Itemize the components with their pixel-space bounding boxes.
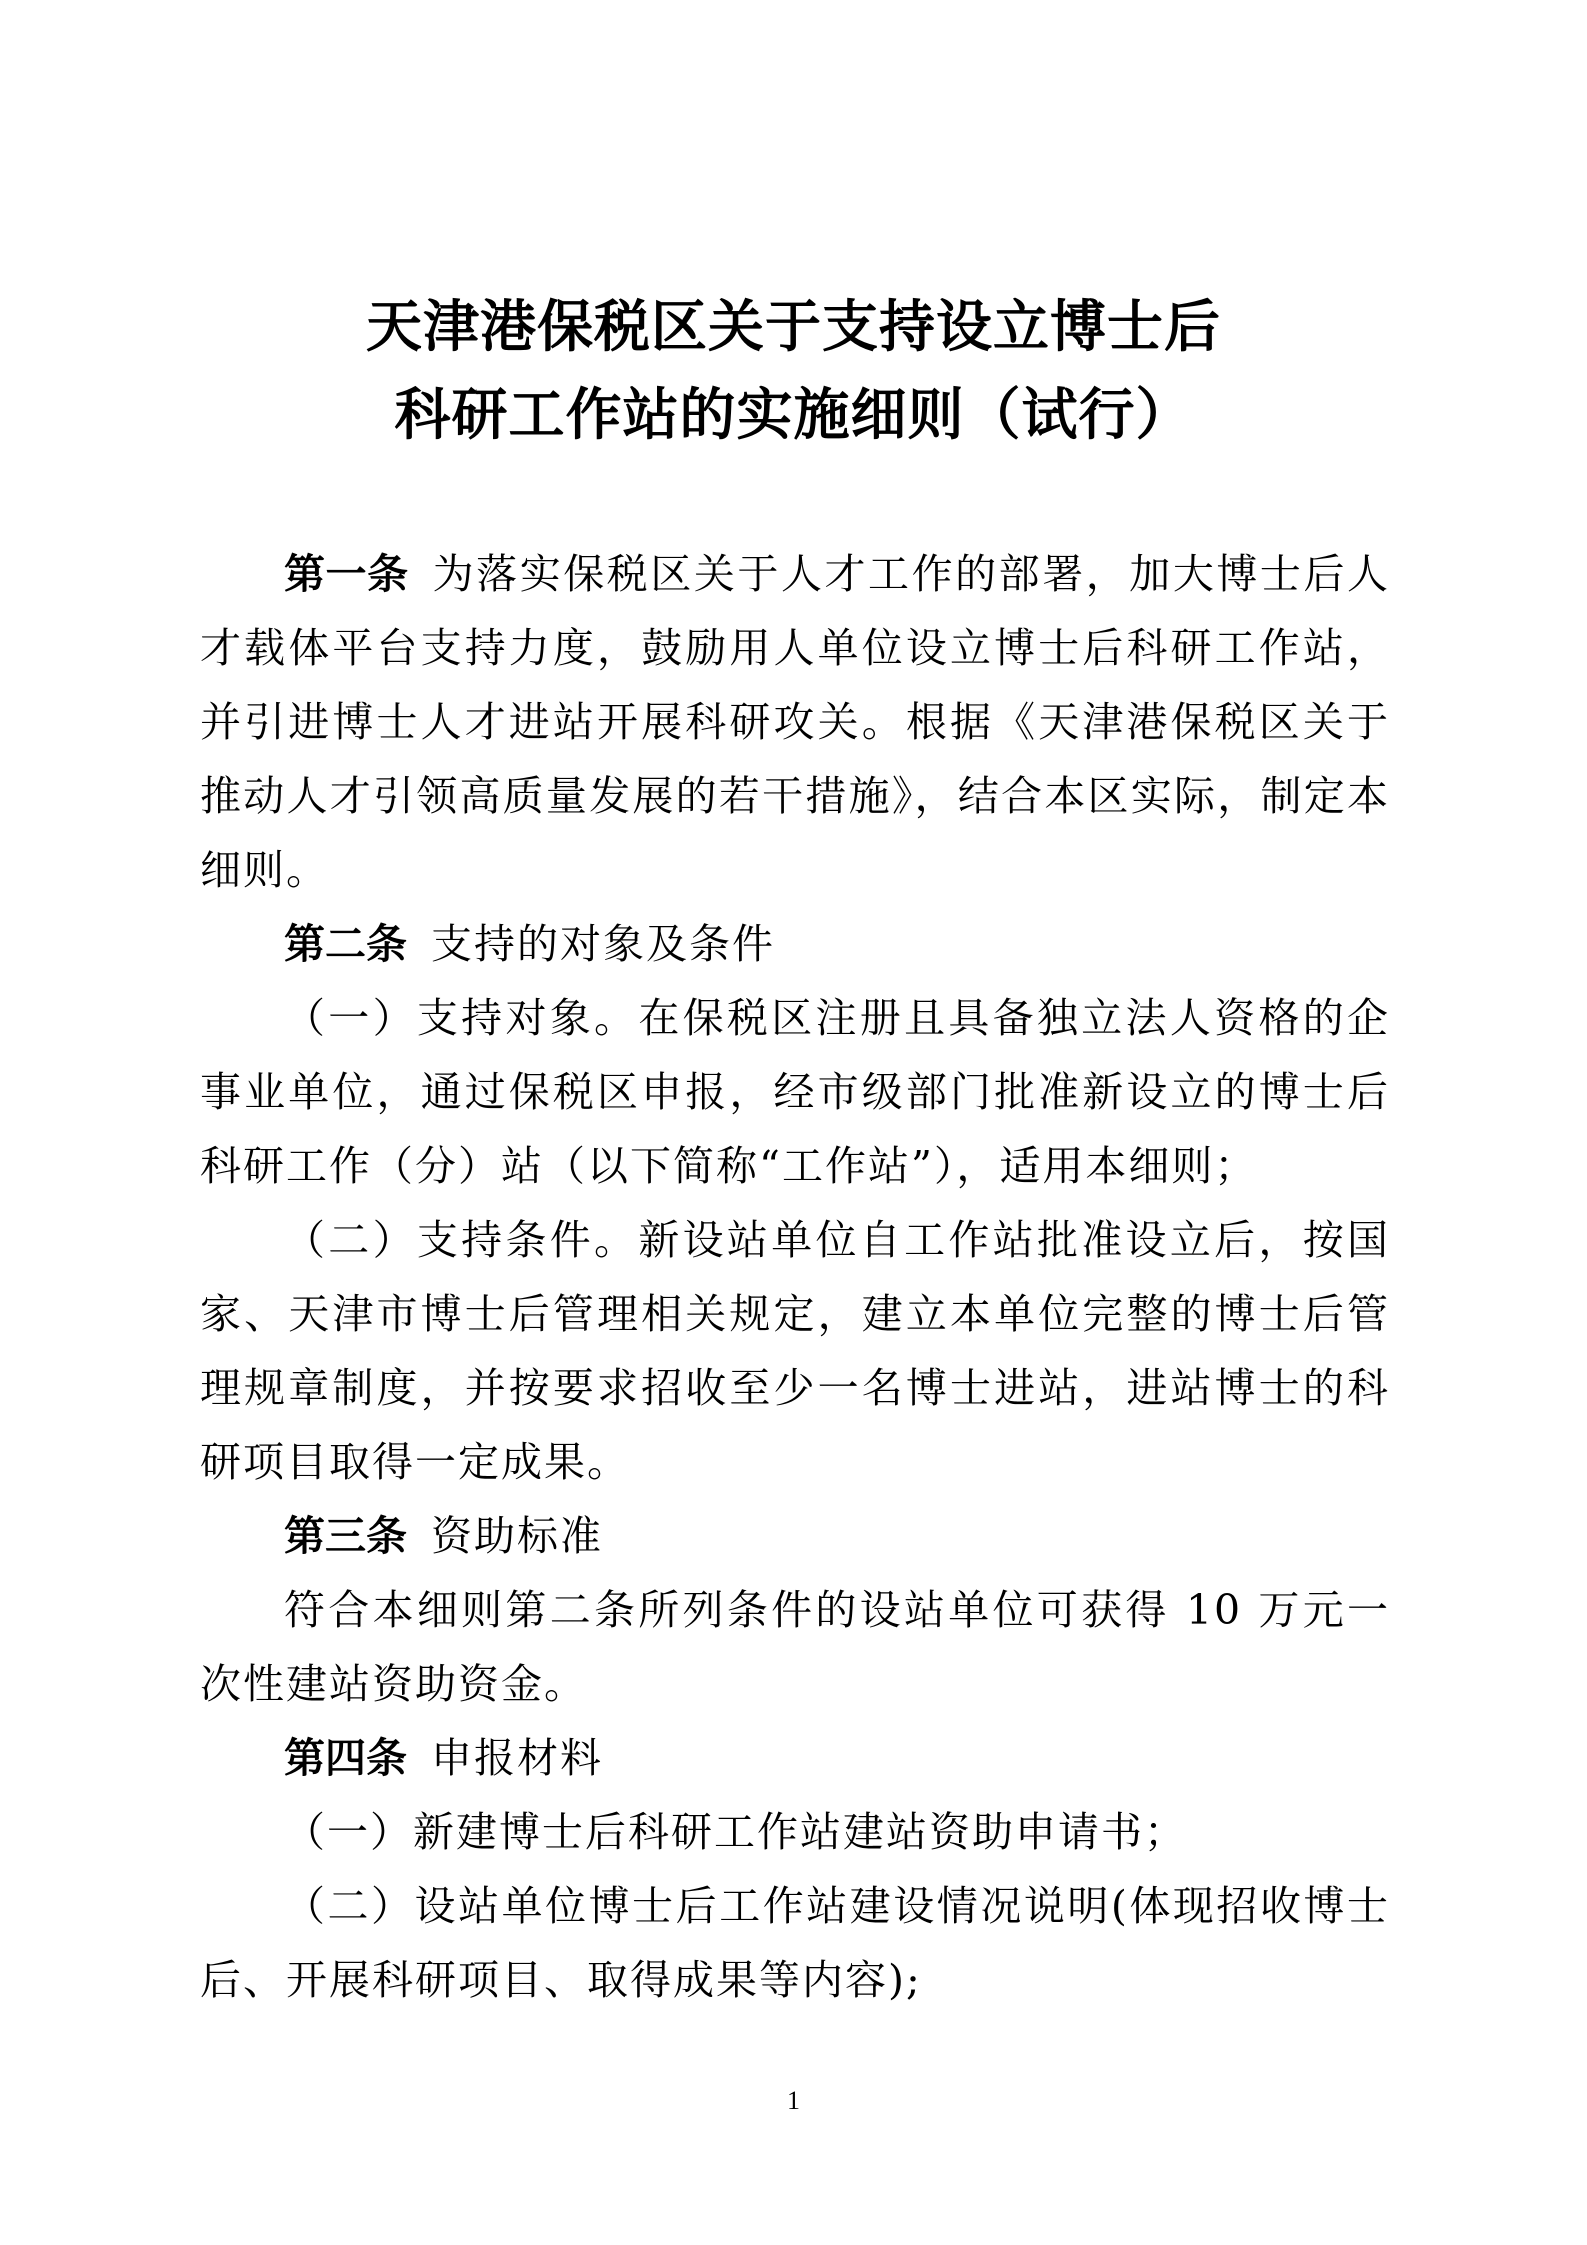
article-2-item-2 <box>200 1203 1390 1499</box>
article-3-body <box>200 1573 1390 1721</box>
article-2-heading <box>200 907 1390 981</box>
article-label: 第三条 <box>284 1512 407 1560</box>
paragraph-text: 为落实保税区关于人才工作的部署，加大博士后人才载体平台支持力度，鼓励用人单位设立博士后科研工作站，并引进博士人才进站开展科研攻关。根据《天津港保税区关于推动人才引领高质量发展的若干措施》，结合本区实际，制定本细则。 <box>200 550 1390 894</box>
paragraph-text: 符合本细则第二条所列条件的设站单位可获得 10 万元一次性建站资助资金。 <box>200 1586 1390 1708</box>
article-4-item-2 <box>200 1869 1390 2017</box>
paragraph-text: （二）设站单位博士后工作站建设情况说明(体现招收博士后、开展科研项目、取得成果等内容); <box>200 1882 1390 2004</box>
paragraph-text: 申报材料 <box>431 1734 603 1782</box>
paragraph-text: （一）新建博士后科研工作站建站资助申请书； <box>284 1808 1187 1856</box>
paragraph-text: 支持的对象及条件 <box>431 920 775 968</box>
paragraph-text: （二）支持条件。新设站单位自工作站批准设立后，按国家、天津市博士后管理相关规定，建立本单位完整的博士后管理规章制度，并按要求招收至少一名博士进站，进站博士的科研项目取得一定成果。 <box>200 1216 1390 1486</box>
article-label: 第二条 <box>284 920 407 968</box>
article-2-item-1 <box>200 981 1390 1203</box>
page-number: 1 <box>787 2086 800 2115</box>
paragraph-text: 资助标准 <box>431 1512 603 1560</box>
document-title-line-2: 科研工作站的实施细则（试行） <box>394 383 1193 448</box>
paragraph-text: （一）支持对象。在保税区注册且具备独立法人资格的企事业单位，通过保税区申报，经市级部门批准新设立的博士后科研工作（分）站（以下简称“工作站”），适用本细则； <box>200 994 1390 1190</box>
article-4-item-1 <box>200 1795 1390 1869</box>
document-body <box>200 537 1390 2017</box>
article-label: 第一条 <box>284 550 409 598</box>
article-label: 第四条 <box>284 1734 407 1782</box>
article-4-heading <box>200 1721 1390 1795</box>
article-1-paragraph <box>200 537 1390 907</box>
article-3-heading <box>200 1499 1390 1573</box>
document-title-line-1: 天津港保税区关于支持设立博士后 <box>366 295 1221 360</box>
